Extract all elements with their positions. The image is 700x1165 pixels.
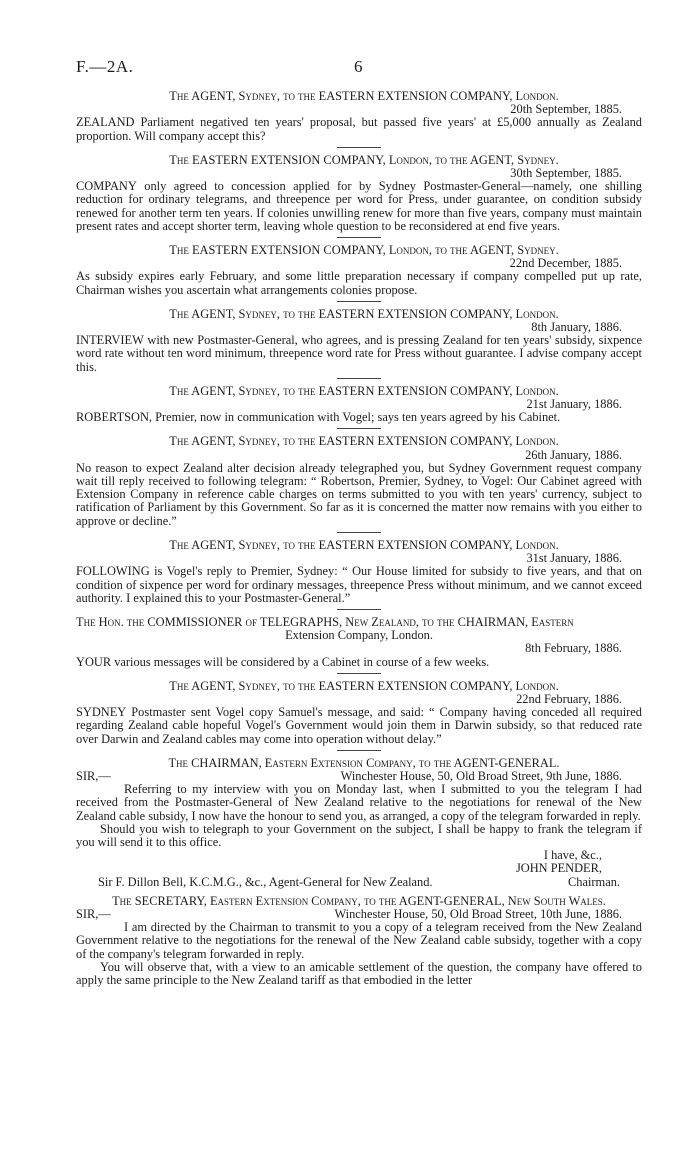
letter-signer-title: Chairman. [568,874,620,889]
telegram-text: with new Postmaster-General, who agrees, and is pressing Zealand for ten years' subsidy, sixpence word rate without ten word minimum, threepence word rate for Press without guarantee. I advise company accept this. [76,333,642,374]
divider-rule [337,428,381,429]
telegram-body [76,706,642,746]
divider-rule [337,750,381,751]
telegram-heading: The EASTERN EXTENSION COMPANY, London, to the AGENT, Sydney. [169,152,559,167]
telegram-heading: The AGENT, Sydney, to the EASTERN EXTENSION COMPANY, London. [169,434,559,449]
telegram-entry [76,154,642,233]
telegram-body [76,180,642,233]
divider-rule [337,378,381,379]
telegram-heading: The Hon. the COMMISSIONER of TELEGRAPHS, New Zealand, to the CHAIRMAN, Eastern [76,614,574,629]
telegram-lead-word: ZEALAND [76,115,135,130]
telegram-date: 8th January, 1886. [531,320,622,335]
telegram-date: 22nd February, 1886. [516,691,622,706]
telegram-lead-word: ROBERTSON [76,410,149,425]
telegram-lead-word: YOUR [76,654,112,669]
letter-signer: JOHN PENDER, [515,861,602,876]
divider-rule [337,673,381,674]
letter-entry [76,895,642,987]
telegram-text: , Premier, now in communication with Vogel; says ten years agreed by his Cabinet. [148,410,561,425]
telegram-body [76,656,642,669]
letter-addressee: Sir F. Dillon Bell, K.C.M.G., &c., Agent-General for New Zealand. [98,874,433,889]
letter-entry [76,757,642,889]
page-number: 6 [354,57,363,76]
telegram-heading: The AGENT, Sydney, to the EASTERN EXTENSION COMPANY, London. [169,306,559,321]
letter-footer [76,876,642,889]
letter-salutation: SIR,— [76,906,111,921]
telegram-date: 31st January, 1886. [526,551,622,566]
divider-rule [337,237,381,238]
letter-address-date: Winchester House, 50, Old Broad Street, 10th June, 1886. [334,906,622,921]
telegram-body [76,411,642,424]
divider-rule [337,147,381,148]
telegram-heading: The AGENT, Sydney, to the EASTERN EXTENSION COMPANY, London. [169,678,559,693]
page-header [76,57,642,90]
telegram-entry [76,680,642,746]
telegram-date: 30th September, 1885. [510,166,622,181]
telegram-body [76,270,642,296]
letter-closing: I have, &c., [543,848,602,863]
telegram-heading-continued: Extension Company, London. [285,628,433,643]
telegram-body [76,462,642,528]
telegram-heading: The AGENT, Sydney, to the EASTERN EXTENSION COMPANY, London. [169,89,559,103]
telegram-text: No reason to expect Zealand alter decision already telegraphed you, but Sydney Government request company wait till reply received to following telegram: “ Robertson, Premier, Sydney, to Vogel: Our Cabinet agreed with Extension Company in reference cable charges on terms submitted to you with ten years' currency, subject to ratification of Parliament by this Government. So far as it is concerned the matter now remains with you either to approve or decline.” [76,460,642,528]
telegram-heading: The AGENT, Sydney, to the EASTERN EXTENSION COMPANY, London. [169,537,559,552]
telegram-entry [76,435,642,527]
letter-salutation: SIR,— [76,768,111,783]
telegram-lead-word: SYDNEY [76,705,127,720]
telegram-entry [76,539,642,605]
document-page [76,57,642,987]
telegram-lead-word: COMPANY [76,179,137,194]
divider-rule [337,301,381,302]
telegram-date: 20th September, 1885. [510,102,622,117]
telegram-date: 26th January, 1886. [525,447,622,462]
telegram-entry [76,308,642,374]
document-reference: F.—2A. [76,57,134,76]
telegram-date: 22nd December, 1885. [509,256,622,271]
telegram-entry [76,616,642,669]
divider-rule [337,609,381,610]
telegram-body [76,334,642,374]
letter-paragraph: I am directed by the Chairman to transmit to you a copy of a telegram received from the New Zealand Government relative to the negotiations for the renewal of the New Zealand cable subsidy, together with a copy of the company's telegram forwarded in reply. [76,920,642,961]
letter-paragraph: Referring to my interview with you on Monday last, when I submitted to you the telegram I had received from the Postmaster-General of New Zealand relative to the negotiations for renewal of the New Zealand cable subsidy, I now have the honour to send you, as arranged, a copy of the telegram forwarded in reply. [76,782,642,823]
telegram-lead-word: FOLLOWING [76,564,150,579]
telegram-entry [76,90,642,143]
telegram-body [76,565,642,605]
telegram-text: As subsidy expires early February, and some little preparation necessary if company compelled put up rate, Chairman wishes you ascertain what arrangements colonies propose. [76,269,642,297]
telegram-heading: The EASTERN EXTENSION COMPANY, London, to the AGENT, Sydney. [169,243,559,258]
telegram-text: is Vogel's reply to Premier, Sydney: “ Our House limited for subsidy to five years, and that on condition of sixpence per word for ordinary messages, threepence Press without minimum, and we cannot exceed authority. I explained this to your Postmaster-General.” [76,564,642,605]
telegram-text: only agreed to concession applied for by Sydney Postmaster-General—namely, one shilling reduction for ordinary telegrams, and threepence per word for Press, under guarantee, on condition subsidy renewed for another term ten years. If colonies unwilling renew for more than five years, company must maintain present rates and accept shorter term, leaving whole question to be reconsidered at end five years. [76,179,642,233]
telegram-date: 8th February, 1886. [525,641,622,656]
letter-heading: The CHAIRMAN, Eastern Extension Company, to the AGENT-GENERAL. [168,755,560,770]
telegram-entry [76,385,642,425]
telegram-text: Postmaster sent Vogel copy Samuel's message, and said: “ Company having conceded all required regarding Zealand cable hopeful Vogel's Government would join them in Darwin subsidy, so that reduced rate over Darwin and Zealand cables may come into operation without delay.” [76,705,642,746]
telegram-heading: The AGENT, Sydney, to the EASTERN EXTENSION COMPANY, London. [169,383,559,398]
divider-rule [337,532,381,533]
letter-heading: The SECRETARY, Eastern Extension Company, to the AGENT-GENERAL, New South Wales. [112,893,606,908]
letter-address-date: Winchester House, 50, Old Broad Street, 9th June, 1886. [340,768,622,783]
telegram-entry [76,244,642,297]
letter-paragraph: Should you wish to telegraph to your Government on the subject, I shall be happy to frank the telegram if you will send it to this office. [76,821,642,849]
telegram-lead-word: INTERVIEW [76,333,144,348]
telegram-text: Parliament negatived ten years' proposal, but passed five years' at £5,000 annually as Zealand proportion. Will company accept this? [76,115,642,143]
letter-paragraph: You will observe that, with a view to an amicable settlement of the question, the company have offered to apply the same principle to the New Zealand tariff as that embodied in the letter [76,959,642,987]
telegram-text: various messages will be considered by a Cabinet in course of a few weeks. [111,654,490,669]
telegram-body [76,116,642,142]
telegram-date: 21st January, 1886. [526,397,622,412]
